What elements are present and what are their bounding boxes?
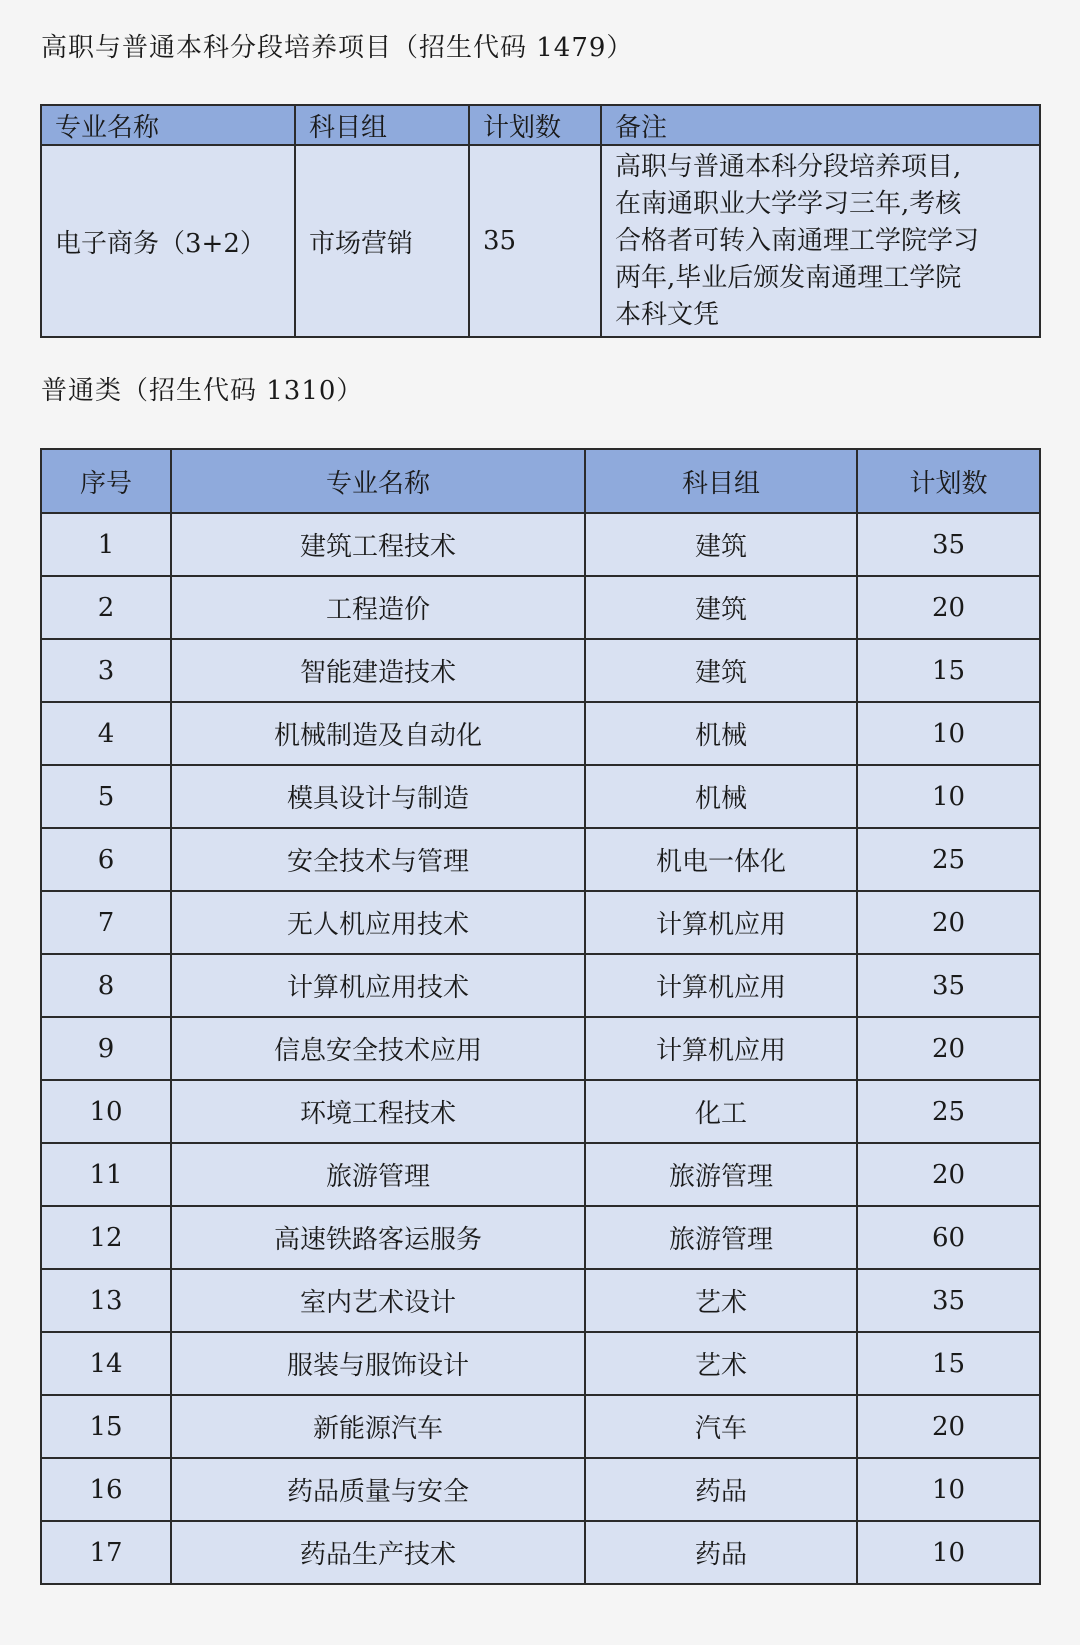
note-line: 合格者可转入南通理工学院学习: [615, 225, 980, 256]
cell-major: 无人机应用技术: [171, 891, 585, 954]
cell-subject-group: 市场营销: [295, 145, 469, 337]
cell-subject-group: 药品: [585, 1458, 857, 1521]
cell-major: 智能建造技术: [171, 639, 585, 702]
table-row: [41, 1395, 1040, 1458]
cell-plan: 10: [857, 1521, 1040, 1584]
cell-subject-group: 艺术: [585, 1332, 857, 1395]
cell-plan: 20: [857, 1143, 1040, 1206]
cell-major: 室内艺术设计: [171, 1269, 585, 1332]
cell-index: 1: [41, 513, 171, 576]
cell-index: 6: [41, 828, 171, 891]
cell-index: 8: [41, 954, 171, 1017]
note-line: 本科文凭: [615, 299, 720, 330]
table-body: [41, 513, 1040, 1584]
table-row: [41, 1017, 1040, 1080]
table-row: [41, 765, 1040, 828]
cell-plan: 15: [857, 1332, 1040, 1395]
table-row: [41, 145, 1040, 337]
cell-note: [601, 145, 1040, 337]
cell-major: 建筑工程技术: [171, 513, 585, 576]
table-row: [41, 1269, 1040, 1332]
cell-major: 服装与服饰设计: [171, 1332, 585, 1395]
cell-subject-group: 计算机应用: [585, 954, 857, 1017]
cell-plan: 60: [857, 1206, 1040, 1269]
cell-index: 4: [41, 702, 171, 765]
cell-index: 16: [41, 1458, 171, 1521]
cell-index: 14: [41, 1332, 171, 1395]
table-row: [41, 1206, 1040, 1269]
cell-index: 9: [41, 1017, 171, 1080]
cell-plan: 35: [857, 513, 1040, 576]
cell-major: 模具设计与制造: [171, 765, 585, 828]
table-row: [41, 891, 1040, 954]
cell-plan: 35: [469, 145, 601, 337]
cell-subject-group: 计算机应用: [585, 891, 857, 954]
section2-title: 普通类（招生代码 1310）: [41, 376, 364, 406]
cell-index: 5: [41, 765, 171, 828]
cell-index: 7: [41, 891, 171, 954]
cell-subject-group: 机械: [585, 765, 857, 828]
cell-subject-group: 建筑: [585, 513, 857, 576]
cell-subject-group: 机械: [585, 702, 857, 765]
table-row: [41, 639, 1040, 702]
note-line: 高职与普通本科分段培养项目,: [615, 151, 962, 182]
cell-major: 电子商务（3+2）: [41, 145, 295, 337]
note-line: 在南通职业大学学习三年,考核: [615, 188, 962, 219]
cell-subject-group: 旅游管理: [585, 1206, 857, 1269]
table-row: [41, 1521, 1040, 1584]
general-program-table: [40, 448, 1041, 1585]
header-index: 序号: [41, 449, 171, 513]
cell-plan: 20: [857, 891, 1040, 954]
header-subject-group: 科目组: [295, 105, 469, 145]
table-row: [41, 954, 1040, 1017]
cell-major: 旅游管理: [171, 1143, 585, 1206]
cell-plan: 15: [857, 639, 1040, 702]
cell-plan: 10: [857, 1458, 1040, 1521]
cell-subject-group: 建筑: [585, 639, 857, 702]
cell-subject-group: 计算机应用: [585, 1017, 857, 1080]
cell-major: 高速铁路客运服务: [171, 1206, 585, 1269]
cell-major: 新能源汽车: [171, 1395, 585, 1458]
cell-plan: 35: [857, 1269, 1040, 1332]
table-row: [41, 702, 1040, 765]
cell-index: 13: [41, 1269, 171, 1332]
cell-major: 机械制造及自动化: [171, 702, 585, 765]
cell-index: 11: [41, 1143, 171, 1206]
cell-subject-group: 机电一体化: [585, 828, 857, 891]
header-plan: 计划数: [857, 449, 1040, 513]
cell-major: 药品质量与安全: [171, 1458, 585, 1521]
cell-index: 3: [41, 639, 171, 702]
cell-plan: 35: [857, 954, 1040, 1017]
table-row: [41, 1332, 1040, 1395]
cell-subject-group: 旅游管理: [585, 1143, 857, 1206]
cell-subject-group: 汽车: [585, 1395, 857, 1458]
cell-major: 计算机应用技术: [171, 954, 585, 1017]
cell-subject-group: 化工: [585, 1080, 857, 1143]
cell-plan: 10: [857, 702, 1040, 765]
cell-major: 环境工程技术: [171, 1080, 585, 1143]
note-line: 两年,毕业后颁发南通理工学院: [615, 262, 962, 293]
cell-subject-group: 药品: [585, 1521, 857, 1584]
split-program-table: [40, 104, 1041, 338]
cell-index: 10: [41, 1080, 171, 1143]
cell-subject-group: 艺术: [585, 1269, 857, 1332]
table-row: [41, 1143, 1040, 1206]
table-row: [41, 576, 1040, 639]
cell-plan: 10: [857, 765, 1040, 828]
table-row: [41, 1080, 1040, 1143]
cell-plan: 25: [857, 828, 1040, 891]
cell-plan: 20: [857, 1017, 1040, 1080]
table-row: [41, 1458, 1040, 1521]
cell-index: 15: [41, 1395, 171, 1458]
cell-plan: 25: [857, 1080, 1040, 1143]
cell-major: 药品生产技术: [171, 1521, 585, 1584]
section1-title: 高职与普通本科分段培养项目（招生代码 1479）: [41, 33, 634, 63]
table-header-row: [41, 449, 1040, 513]
cell-major: 工程造价: [171, 576, 585, 639]
header-plan: 计划数: [469, 105, 601, 145]
cell-plan: 20: [857, 576, 1040, 639]
header-major: 专业名称: [171, 449, 585, 513]
cell-index: 17: [41, 1521, 171, 1584]
table-row: [41, 513, 1040, 576]
header-note: 备注: [601, 105, 1040, 145]
cell-major: 安全技术与管理: [171, 828, 585, 891]
cell-index: 2: [41, 576, 171, 639]
table-header-row: [41, 105, 1040, 145]
header-major: 专业名称: [41, 105, 295, 145]
cell-index: 12: [41, 1206, 171, 1269]
cell-subject-group: 建筑: [585, 576, 857, 639]
header-subject-group: 科目组: [585, 449, 857, 513]
cell-plan: 20: [857, 1395, 1040, 1458]
cell-major: 信息安全技术应用: [171, 1017, 585, 1080]
table-row: [41, 828, 1040, 891]
